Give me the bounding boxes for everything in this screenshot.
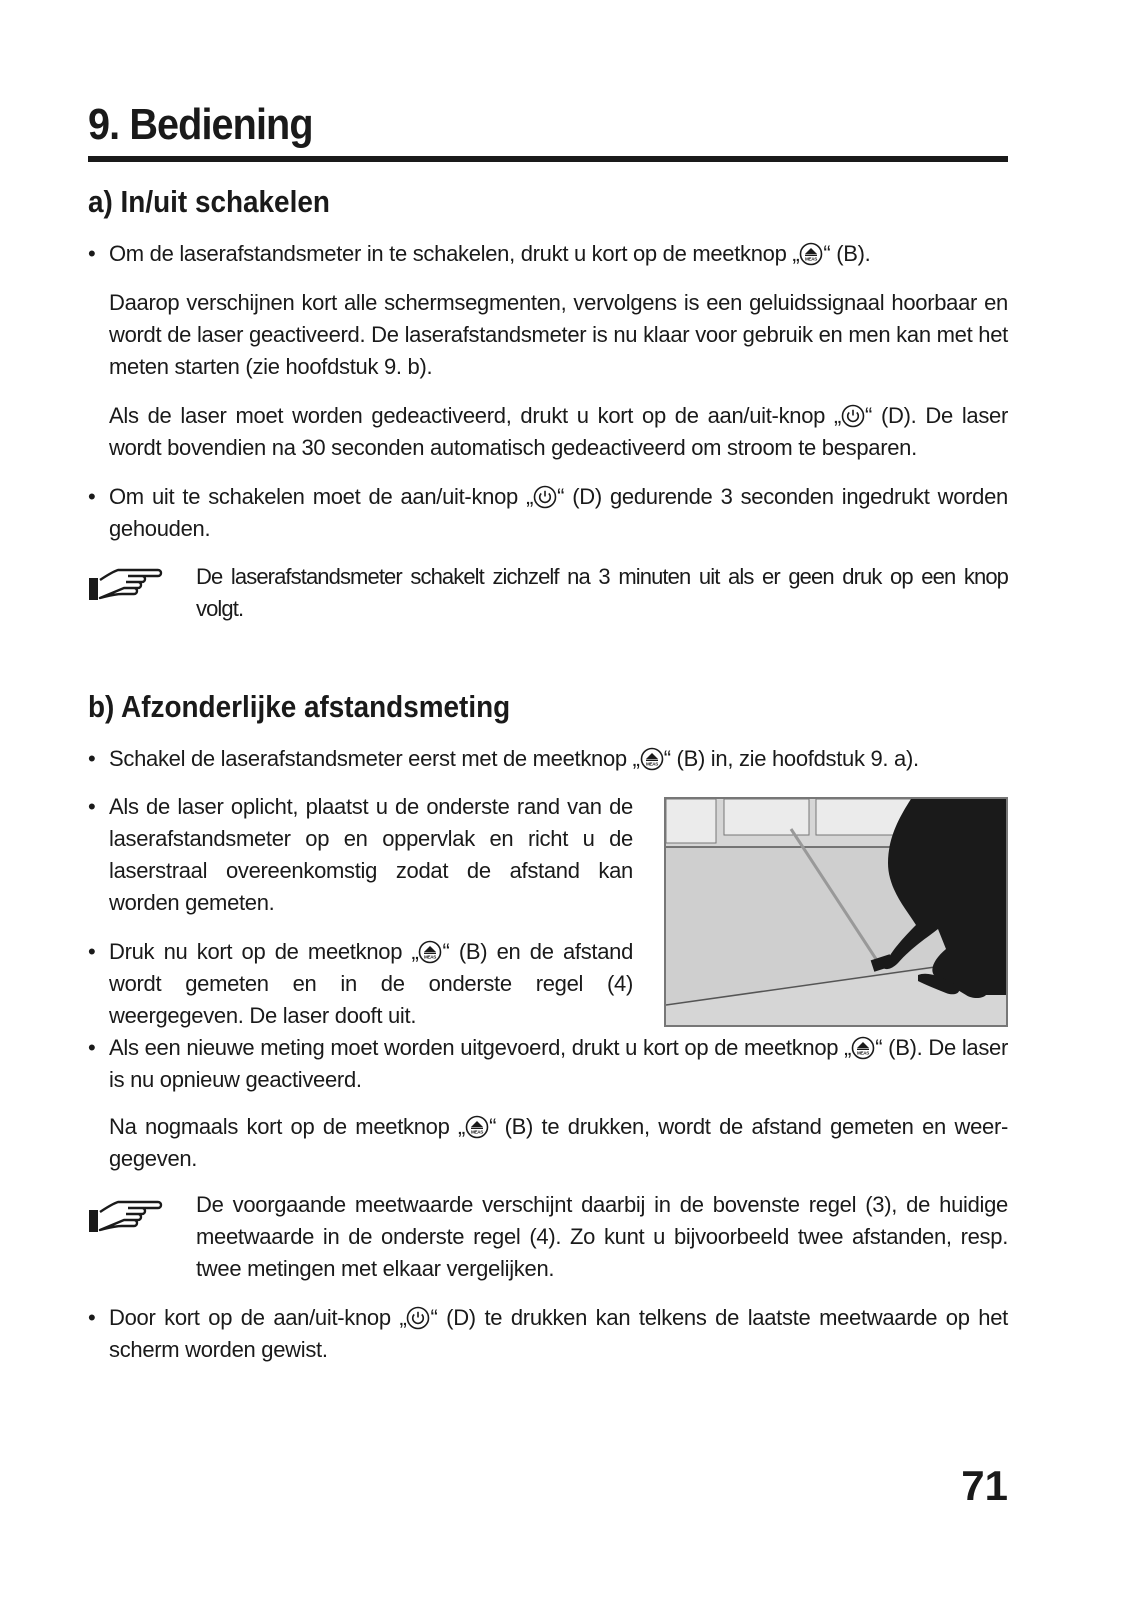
section-a-bullet-2: Om uit te schakelen moet de aan/uit-knop „ “ (D) gedurende 3 seconden ingedrukt worden gehouden. xyxy=(109,484,1008,541)
power-button-icon xyxy=(533,485,557,509)
section-b-note: De voorgaande meetwaarde verschijnt daarbij in de bovenste regel (3), de huidige meetwaarde in de onderste regel (4). Zo kunt u bijvoorbeeld twee afstanden, resp. twee metingen met elkaar vergelijken. xyxy=(196,1192,1008,1281)
section-b-bullet-2: Als de laser oplicht, plaatst u de onderste rand van de laserafstandsmeter op en oppervlak en richt u de laserstraal overeenkomstig zodat de afstand kan worden gemeten. xyxy=(109,794,633,915)
section-a-heading: a) In/uit schakelen xyxy=(88,184,330,219)
bullet-marker: • xyxy=(88,241,96,266)
section-b-bullet-5: Door kort op de aan/uit-knop „ “ (D) te drukken kan telkens de laatste meetwaarde op het scherm worden gewist. xyxy=(109,1305,1008,1362)
page-title: 9. Bediening xyxy=(88,100,313,149)
meas-button-icon xyxy=(640,747,664,771)
section-b-paragraph-1: Na nogmaals kort op de meetknop „ “ (B) te drukken, wordt de afstand gemeten en weer-gegeven. xyxy=(109,1114,1008,1171)
title-rule xyxy=(88,156,1008,162)
bullet-marker: • xyxy=(88,1035,96,1060)
meas-button-icon xyxy=(465,1115,489,1139)
section-b-heading: b) Afzonderlijke afstandsmeting xyxy=(88,689,511,724)
bullet-marker: • xyxy=(88,939,96,964)
section-a-bullet-1: Om de laserafstandsmeter in te schakelen, drukt u kort op de meetknop „ “ (B). xyxy=(109,241,871,266)
power-button-icon xyxy=(406,1306,430,1330)
section-b-bullet-3: Druk nu kort op de meetknop „ “ (B) en de afstand wordt gemeten en in de onderste regel (4) weergegeven. De laser dooft uit. xyxy=(109,939,634,1028)
section-b-bullet-4: Als een nieuwe meting moet worden uitgevoerd, drukt u kort op de meetknop „ “ (B). De laser is nu opnieuw geactiveerd. xyxy=(109,1035,1009,1092)
bullet-marker: • xyxy=(88,1305,96,1330)
page-number: 71 xyxy=(961,1462,1008,1509)
bullet-marker: • xyxy=(88,746,96,771)
section-a-note: De laserafstandsmeter schakelt zichzelf na 3 minuten uit als er geen druk op een knop volgt. xyxy=(196,564,1008,621)
bullet-marker: • xyxy=(88,484,96,509)
power-button-icon xyxy=(841,404,865,428)
meas-button-icon xyxy=(799,242,823,266)
meas-button-icon xyxy=(418,940,442,964)
pointing-hand-icon xyxy=(88,1198,164,1238)
section-a-paragraph-1: Daarop verschijnen kort alle schermsegmenten, vervolgens is een geluidssignaal hoorbaar en wordt de laser geactiveerd. De laserafstandsmeter is nu klaar voor gebruik en men kan met het meten starten (zie hoofdstuk 9. b). xyxy=(109,290,1008,379)
bullet-marker: • xyxy=(88,794,96,819)
measurement-illustration xyxy=(664,797,1008,1027)
meas-button-icon xyxy=(851,1036,875,1060)
person-measuring-illustration xyxy=(666,799,1006,1025)
pointing-hand-icon xyxy=(88,566,164,606)
section-a-paragraph-2: Als de laser moet worden gedeactiveerd, drukt u kort op de aan/uit-knop „ “ (D). De laser wordt bovendien na 30 seconden automatisch gedeactiveerd om stroom te besparen. xyxy=(109,403,1008,460)
section-b-bullet-1: Schakel de laserafstandsmeter eerst met de meetknop „ “ (B) in, zie hoofdstuk 9. a). xyxy=(109,746,919,771)
manual-page xyxy=(88,0,1008,1600)
